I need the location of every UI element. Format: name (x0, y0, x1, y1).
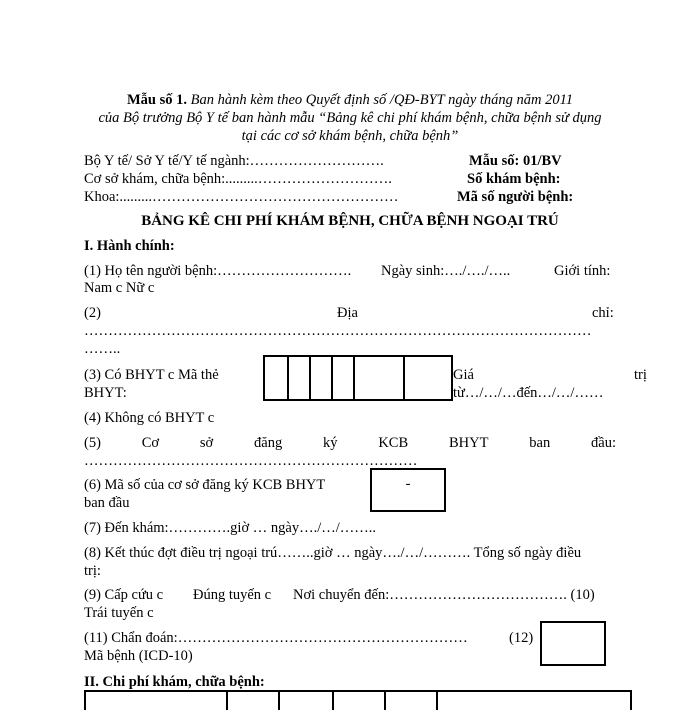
table-column-divider (226, 692, 228, 710)
word: Cơ (141, 435, 160, 451)
validity-label-2: trị (634, 367, 647, 383)
address-line: …………………………………………………………………………………………… (84, 323, 592, 339)
table-column-divider (332, 692, 334, 710)
form-header-line1 (0, 92, 700, 109)
wrong-route-option: Trái tuyến c (84, 605, 154, 621)
form-header-line2: của Bộ trưởng Bộ Y tế ban hành mẫu “Bảng kê chi phí khám bệnh, chữa bệnh sử dụng (98, 110, 602, 126)
insurance-card-label-2: BHYT: (84, 385, 127, 401)
address-label-word1: Địa (337, 305, 358, 321)
visit-time-field: (7) Đến khám:………….giờ … ngày…./…/…….. (84, 520, 376, 536)
address-line-end: …….. (84, 341, 121, 357)
emergency-option: (9) Cấp cứu c (84, 587, 164, 603)
word: (5) (84, 435, 101, 451)
form-number-label: Mẫu số 1. (126, 92, 187, 108)
ministry-field: Bộ Y tế/ Sở Y tế/Y tế ngành:………………………. (84, 153, 384, 169)
gender-label: Giới tính: (554, 263, 611, 279)
costs-table-top (84, 690, 632, 710)
section-costs: II. Chi phí khám, chữa bệnh: (84, 674, 265, 690)
card-cell-divider (331, 357, 333, 399)
form-code: Mẫu số: 01/BV (469, 153, 562, 169)
insurance-card-number-box (263, 355, 453, 401)
word: ký (323, 435, 338, 451)
gender-options: Nam c Nữ c (84, 280, 155, 296)
initial-registration-label (84, 435, 616, 452)
insurance-card-text: (3) Có BHYT c Mã thẻ (84, 367, 219, 383)
patient-code-field: Mã số người bệnh: (457, 189, 574, 205)
insurance-card-label (84, 367, 259, 384)
word: sở (199, 435, 214, 451)
registration-code-separator: - (405, 476, 411, 492)
icd-code-box (540, 621, 606, 666)
form-header-line3: tại các cơ sở khám bệnh, chữa bệnh” (241, 128, 459, 144)
card-cell-divider (309, 357, 311, 399)
word: ban (529, 435, 551, 451)
word: KCB (378, 435, 409, 451)
correct-route-option: Đúng tuyến c (193, 587, 272, 603)
word: đăng (254, 435, 283, 451)
validity-label: Giá (453, 367, 474, 383)
diagnosis-field: (11) Chẩn đoán:…………………………………………………… (84, 630, 468, 646)
card-cell-divider (403, 357, 405, 399)
decision-reference: Ban hành kèm theo Quyết định số /QĐ-BYT ngày tháng năm 2011 (186, 92, 574, 108)
word: đầu: (591, 435, 616, 451)
icd-number: (12) (509, 630, 534, 646)
icd-label: Mã bệnh (ICD-10) (84, 648, 193, 664)
birth-date-field: Ngày sinh:…./…./….. (381, 263, 511, 279)
facility-field: Cơ sở khám, chữa bệnh:.........………………………. (84, 171, 392, 187)
treatment-days-field: trị: (84, 563, 101, 579)
no-insurance-option: (4) Không có BHYT c (84, 410, 215, 426)
department-field: Khoa:.........…………………………………………… (84, 189, 399, 205)
registration-code-box (370, 468, 446, 512)
patient-name-field: (1) Họ tên người bệnh:………………………. (84, 263, 352, 279)
table-column-divider (436, 692, 438, 710)
table-column-divider (384, 692, 386, 710)
section-administrative: I. Hành chính: (84, 238, 175, 254)
transfer-destination-field: Nơi chuyển đến:………………………………. (10) (293, 587, 595, 603)
registration-code-label-2: ban đầu (84, 495, 130, 511)
registration-code-label: (6) Mã số của cơ sở đăng ký KCB BHYT (84, 477, 326, 493)
exam-number-field: Số khám bệnh: (467, 171, 561, 187)
initial-registration-line: …………………………………………………………… (84, 453, 418, 469)
validity-dates: từ…/…/…đến…/…/…… (453, 385, 604, 401)
address-label-word2: chỉ: (592, 305, 614, 321)
card-cell-divider (287, 357, 289, 399)
address-number: (2) (84, 305, 101, 321)
card-cell-divider (353, 357, 355, 399)
word: BHYT (448, 435, 489, 451)
table-column-divider (278, 692, 280, 710)
document-title: BẢNG KÊ CHI PHÍ KHÁM BỆNH, CHỮA BỆNH NGOẠI TRÚ (141, 213, 559, 229)
treatment-end-field: (8) Kết thúc đợt điều trị ngoại trú……..giờ … ngày…./…/………. Tổng số ngày điều (84, 545, 582, 561)
